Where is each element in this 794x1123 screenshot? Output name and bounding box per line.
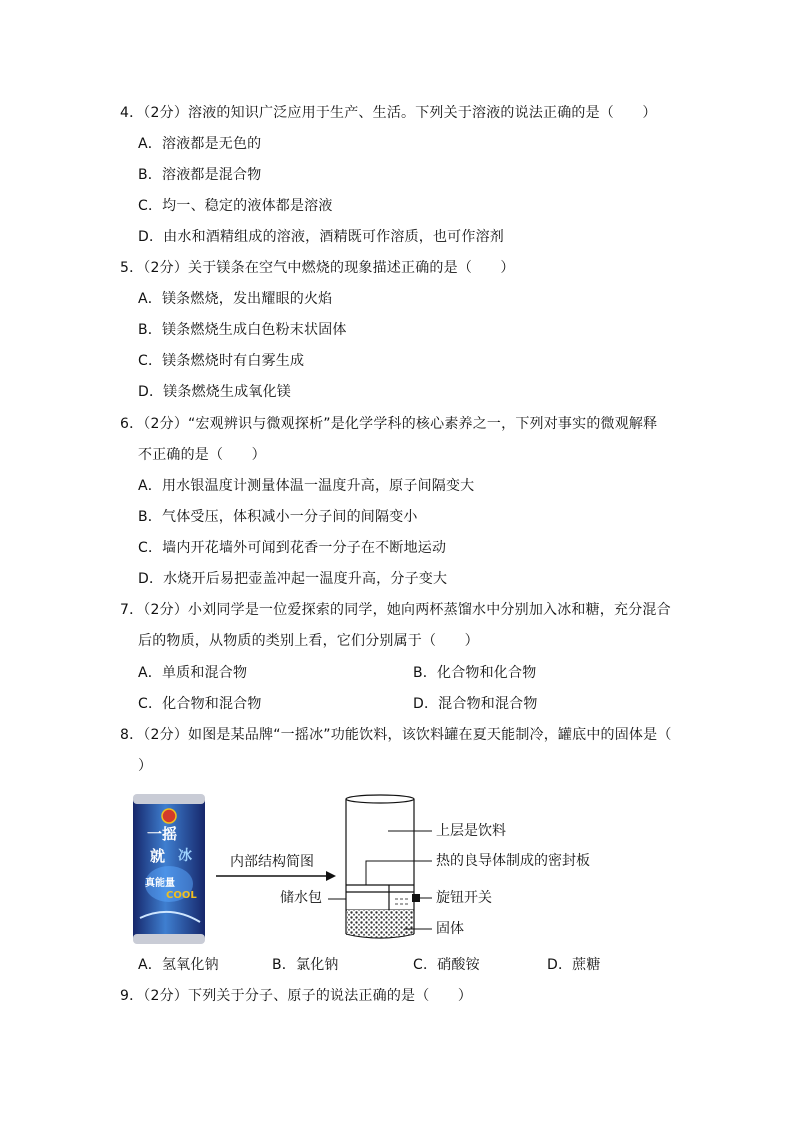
q8-option-c[interactable]: C．硝酸铵: [413, 957, 480, 973]
q6-option-d[interactable]: D．水烧开后易把壶盖冲起一温度升高，分子变大: [138, 571, 448, 587]
question-7-stem-cont: 后的物质，从物质的类别上看，它们分别属于（ ）: [138, 633, 479, 649]
q7-option-c[interactable]: C．化合物和混合物: [138, 696, 262, 712]
question-7-stem: 7．（2分）小刘同学是一位爱探索的同学，她向两杯蒸馏水中分别加入冰和糖，充分混合: [120, 602, 671, 618]
question-6-stem: 6．（2分）“宏观辨识与微观探析”是化学学科的核心素养之一，下列对事实的微观解释: [120, 416, 658, 432]
question-8-stem-cont: ）: [138, 758, 153, 774]
can-text-bing: 冰: [178, 848, 192, 864]
can-text-yiyao: 一摇: [147, 825, 178, 843]
label-water-bag: 储水包: [280, 890, 322, 906]
question-9-stem: 9．（2分）下列关于分子、原子的说法正确的是（ ）: [120, 988, 473, 1004]
container-diagram: [346, 795, 420, 938]
arrow-label: 内部结构简图: [230, 854, 314, 870]
label-sealing-plate: 热的良导体制成的密封板: [436, 853, 590, 869]
q5-option-c[interactable]: C．镁条燃烧时有白雾生成: [138, 353, 305, 369]
q4-option-a[interactable]: A．溶液都是无色的: [138, 136, 262, 152]
q7-option-b[interactable]: B．化合物和化合物: [413, 665, 537, 681]
question-5-stem: 5．（2分）关于镁条在空气中燃烧的现象描述正确的是（ ）: [120, 260, 515, 276]
can-text-cool: COOL: [166, 890, 197, 901]
cooling-can-figure: [130, 786, 630, 946]
q8-option-d[interactable]: D．蔗糖: [547, 957, 601, 973]
q6-option-b[interactable]: B．气体受压，体积减小一分子间的间隔变小: [138, 509, 418, 525]
q6-option-a[interactable]: A．用水银温度计测量体温一温度升高，原子间隔变大: [138, 478, 475, 494]
q4-option-d[interactable]: D．由水和酒精组成的溶液，酒精既可作溶质，也可作溶剂: [138, 229, 504, 245]
label-upper-beverage: 上层是饮料: [436, 823, 506, 839]
q5-option-d[interactable]: D．镁条燃烧生成氧化镁: [138, 384, 291, 400]
can-image: [133, 794, 205, 944]
q4-option-b[interactable]: B．溶液都是混合物: [138, 167, 262, 183]
can-text-jiu: 就: [150, 847, 166, 865]
q7-option-a[interactable]: A．单质和混合物: [138, 665, 248, 681]
q8-option-a[interactable]: A．氢氧化钠: [138, 957, 219, 973]
q8-option-b[interactable]: B．氯化钠: [272, 957, 339, 973]
label-solid: 固体: [436, 921, 464, 937]
can-text-zhennengliang: 真能量: [145, 878, 175, 889]
q5-option-b[interactable]: B．镁条燃烧生成白色粉末状固体: [138, 322, 347, 338]
q6-option-c[interactable]: C．墙内开花墙外可闻到花香一分子在不断地运动: [138, 540, 447, 556]
q4-option-c[interactable]: C．均一、稳定的液体都是溶液: [138, 198, 333, 214]
q5-option-a[interactable]: A．镁条燃烧，发出耀眼的火焰: [138, 291, 333, 307]
question-4-stem: 4．（2分）溶液的知识广泛应用于生产、生活。下列关于溶液的说法正确的是（ ）: [120, 105, 657, 121]
q7-option-d[interactable]: D．混合物和混合物: [413, 696, 538, 712]
question-8-stem: 8．（2分）如图是某品牌“一摇冰”功能饮料，该饮料罐在夏天能制冷，罐底中的固体是（: [120, 727, 672, 743]
arrow-head-icon: [326, 871, 336, 881]
leader-plate: [366, 861, 432, 885]
label-knob-switch: 旋钮开关: [436, 890, 492, 906]
question-6-stem-cont: 不正确的是（ ）: [138, 447, 266, 463]
